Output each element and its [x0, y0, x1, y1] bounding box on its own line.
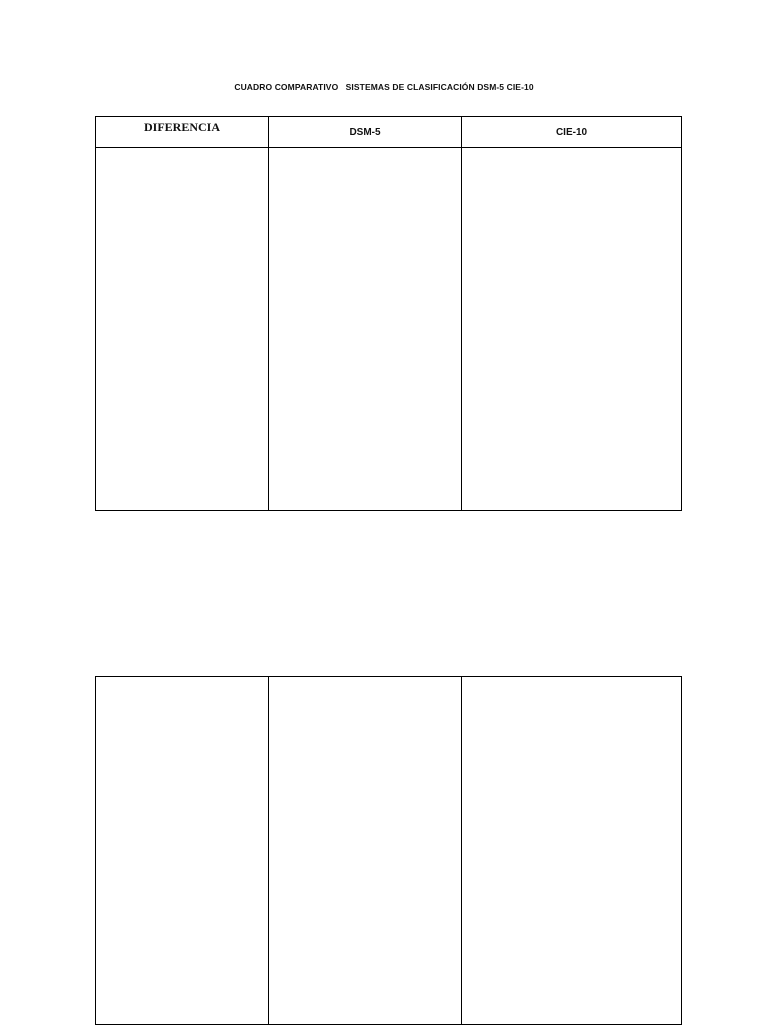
diferencia-cell: [96, 148, 269, 511]
dsm5-cell: [269, 148, 462, 511]
header-dsm5: DSM-5: [269, 117, 462, 148]
diferencia-cell: [96, 677, 269, 1025]
page-title: CUADRO COMPARATIVO SISTEMAS DE CLASIFICACIÓN DSM-5 CIE-10: [234, 82, 534, 92]
comparison-table-1: [95, 116, 682, 511]
header-cie10: CIE-10: [462, 117, 682, 148]
cie10-cell: [462, 148, 682, 511]
comparison-table-2: [95, 676, 682, 1025]
header-diferencia: DIFERENCIA: [96, 117, 269, 148]
dsm5-cell: [269, 677, 462, 1025]
cie10-cell: [462, 677, 682, 1025]
